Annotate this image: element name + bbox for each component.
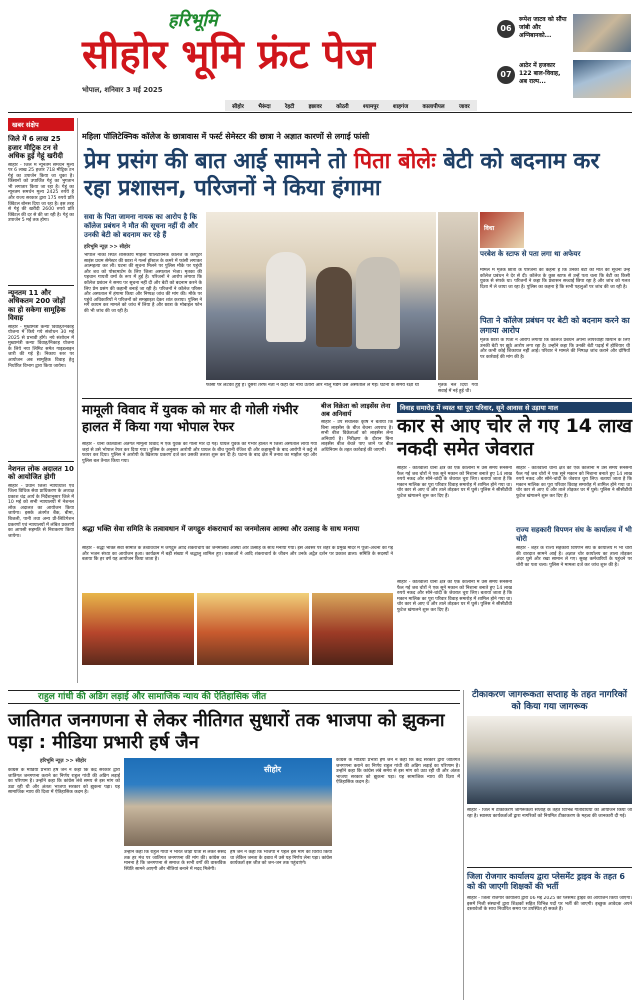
photo-caption: फांसी पर लटकी हुई है। दूसरी तरफ नेता ने कहा की नीचे उतारा और नीलू मैडम उसे अस्पताल ले गई। घटना के समय रक्षा थी [206, 383, 419, 388]
caste-byline: हरिभूमि न्यूज़ >> सीहोर [40, 758, 87, 764]
caste-body-col3: हर्ष जैन ने कहा कि भाजपा ने पहले इस मांग का विरोध किया था लेकिन जनता के दबाव में उसे यह निर्णय लेना पड़ा। कांग्रेस कार्यकर्ता इस जीत को जन-जन तक पहुंचाएंगे। [230, 850, 332, 867]
brief-title: न्यूनतम 11 और अधिकतम 200 जोड़ों का हो सकेगा सामूहिक विवाह [8, 288, 66, 322]
section-divider [467, 867, 632, 868]
masthead [0, 0, 640, 112]
brief-item [8, 465, 74, 634]
right-subhead: परबेश के स्टाफ से पता लगा था अफेयर [480, 250, 581, 258]
city-label: रेहटी [284, 103, 295, 110]
lead-photo [206, 212, 436, 380]
theft-subhead: राज्य सहकारी विपणन संघ के कार्यालय में भी चोरी [516, 526, 632, 543]
employment-body: सीहोर - जिला रोजगार कार्यालय द्वारा 06 मई 2025 को प्लेसमेंट ड्राइव का आयोजन किया जाएगा। इसमें निजी संस्थानों द्वारा शिक्षकों सहित विभिन्न पदों पर भर्ती की जाएगी। इच्छुक आवेदक अपने दस्तावेजों के साथ निर्धारित समय पर उपस्थित हो सकते हैं। [467, 896, 632, 913]
brief-title: जिले में 6 लाख 25 हजार मीट्रिक टन से अधिक हुई गेहूं खरीदी [8, 135, 63, 160]
column-divider [77, 118, 78, 683]
right-body: मामले में मृतक छात्रा के परिजनों का कहना है कि उनकी बेटी की मौत की सूचना उन्हें कॉलेज प्रबंधन ने देर से दी। कॉलेज के कुछ स्टाफ से उन्हें पता चला कि बेटी का किसी युवक से संपर्क था। परिजनों ने कहा कि प्रशासन सच्चाई छिपा रहा है और जांच को गलत दिशा में ले जाया जा रहा है। पुलिस का कहना है कि सभी पहलुओं पर जांच की जा रही है। [480, 268, 630, 290]
lead-headline [84, 148, 630, 202]
teaser-text: आठेर में हजकार 122 बाल-विवाह, अब राल्प... [519, 62, 561, 85]
shraddha-photo-2 [197, 593, 309, 665]
brief-body: सीहोर - मुख्यमंत्री कन्या विवाह/निकाह योजना में किये गये संशोधन 30 मई 2025 से प्रभावी होंगे। नये संशोधन में मुख्यमंत्री कन्या विवाह/निकाह योजना के लिये नया लिमिट समेत गाइडलाइन जारी की गई हैं। निकाय स्तर पर आयोजन अब सामूहिक विवाह हेतु निर्धारित विभाग द्वारा किया जायेगा। [8, 324, 74, 369]
theft-strip: विवाह समारोह में व्यस्त था पूरा परिवार, सूने आवास से उड़ाया माल [397, 402, 632, 413]
theft-body-cont2: सीहोर - कोतवाली थाना क्षेत्र की एक कॉलोनी में उस समय सनसनी फैल गई जब चोरों ने एक सूने मकान को निशाना बनाते हुए 14 लाख रुपये नकद और सोने-चांदी के जेवरात चुरा लिए। बताया जाता है कि मकान मालिक का पूरा परिवार विवाह समारोह में शामिल होने गया था। चोर कार से आए थे और ताले तोड़कर घर में घुसे। पुलिस ने सीसीटीवी फुटेज खंगालने शुरू कर दिए हैं। [397, 580, 512, 613]
city-label: जावर [458, 103, 470, 110]
teaser-text: रूपेश जाटव को सौंपा जांबी और अग्निबानको... [519, 16, 567, 39]
person-shape [316, 267, 352, 347]
vaccination-body: सीहोर - जिले में टीकाकरण जागरूकता सप्ताह के तहत विभिन्न गतिविधियों का आयोजन किया जा रहा है। स्वास्थ्य कार्यकर्ताओं द्वारा नागरिकों को नियमित टीकाकरण के महत्व की जानकारी दी गई। [467, 808, 632, 819]
teaser-photo [573, 60, 631, 98]
brief-item [8, 135, 74, 281]
city-strip [225, 100, 477, 111]
shraddha-body: सीहोर - श्रद्धा भक्ति सेवा समिति के तत्वावधान में जगद्गुरु आदि शंकराचार्य का जनमोत्सव आस्था और उत्साह के साथ मनाया गया। इस अवसर पर शहर के प्रमुख मंदिर में पूजा-अर्चना की गई और भजन संध्या का आयोजन हुआ। कार्यक्रम में बड़ी संख्या में श्रद्धालु शामिल हुए। वक्ताओं ने आदि शंकराचार्य के जीवन और उनके अद्वैत दर्शन पर प्रकाश डाला। समिति के सदस्यों ने बताया कि हर वर्ष यह आयोजन किया जाता है। [82, 546, 393, 563]
city-label: इछावर [308, 103, 322, 110]
city-label: शाहगंज [392, 103, 409, 110]
rahul-strip [8, 690, 460, 704]
caste-body-col4: कांग्रेस के मीडिया प्रभारी हर्ष जैन ने कहा कि केंद्र सरकार द्वारा जातिगत जनगणना कराने का निर्णय राहुल गांधी की अडिग लड़ाई का परिणाम है। उन्होंने कहा कि कांग्रेस लंबे समय से इस मांग को उठा रही थी और अंततः भाजपा सरकार को झुकना पड़ा। यह सामाजिक न्याय की दिशा में ऐतिहासिक कदम है। [336, 758, 460, 786]
brief-item [8, 289, 74, 457]
hostel-photo [480, 212, 524, 248]
brief-body: सीहोर - प्रधान जिला न्यायाधीश एवं जिला विधिक सेवा प्राधिकरण के अध्यक्ष प्रकाश चंद्र आर्य के निर्देशानुसार जिले में 10 मई को सभी न्यायालयों में नेशनल लोक अदालत का आयोजन किया जायेगा। इसके अंतर्गत बैंक, बीमा, बिजली, पानी तथा अन्य प्री-लिटिगेशन प्रकरणों एवं न्यायालयों में लंबित प्रकरणों का आपसी सहमति से निराकरण किया जायेगा। [8, 483, 74, 539]
city-label: श्यामपुर [363, 103, 379, 110]
section-divider [82, 398, 632, 399]
right-subhead: पिता ने कॉलेज प्रबंधन पर बेटी को बदनाम करने का लगाया आरोप [480, 316, 630, 335]
masthead-divider [8, 112, 632, 113]
shraddha-headline: श्रद्धा भक्ति सेवा समिति के तत्वावधान में जगद्गुरु शंकराचार्य का जनमोत्सव आस्था और उत्साह के साथ मनाया [82, 525, 360, 533]
teaser-number: 06 [497, 20, 515, 38]
vaccination-headline: टीकाकरण जागरूकता सप्ताह के तहत नागरिकों को किया गया जागरूक [471, 690, 627, 712]
city-label: भैरूंदा [258, 103, 271, 110]
teaser-photo [573, 14, 631, 52]
seed-license-body: सीहोर - उप संचालक कृषि ने बताया कि बिना लाइसेंस के बीज बेचना अपराध है। सभी बीज विक्रेताओं को लाइसेंस लेना अनिवार्य है। निरीक्षण के दौरान बिना लाइसेंस बीज बेचते पाए जाने पर बीज अधिनियम के तहत कार्रवाई की जाएगी। [321, 420, 393, 453]
theft-body: सीहोर - कोतवाली थाना क्षेत्र की एक कॉलोनी में उस समय सनसनी फैल गई जब चोरों ने एक सूने मकान को निशाना बनाते हुए 14 लाख रुपये नकद और सोने-चांदी के जेवरात चुरा लिए। बताया जाता है कि मकान मालिक का पूरा परिवार विवाह समारोह में शामिल होने गया था। चोर कार से आए थे और ताले तोड़कर घर में घुसे। पुलिस ने सीसीटीवी फुटेज खंगालने शुरू कर दिए हैं। [397, 466, 512, 499]
top-strip: महिला पॉलिटेक्निक कॉलेज के छात्रावास में फर्स्ट सेमेस्टर की छात्रा ने अज्ञात कारणों से लगाई फांसी [82, 132, 370, 141]
person-shape [356, 257, 400, 349]
teaser-2[interactable] [497, 60, 632, 100]
divider [8, 285, 74, 286]
vaccination-box [467, 690, 632, 865]
divider [8, 461, 74, 462]
employment-headline: जिला रोजगार कार्यालय द्वारा प्लेसमेंट ड्राइव के तहत 6 को की जाएगी शिक्षकों की भर्ती [467, 872, 625, 891]
lead-byline: हरिभूमि न्यूज़ >> सीहोर [84, 244, 131, 250]
shooting-body: सीहोर - थाना कोतवाली अंतर्गत मामूली विवाद में एक युवक को गोली मार दी गई। घायल युवक को गंभीर हालत में जिला अस्पताल लाया गया जहां से उसे भोपाल रेफर कर दिया गया। पुलिस के अनुसार आरोपी और घायल के बीच पुरानी रंजिश थी और कहासुनी के बाद आरोपी ने कट्टे से फायर कर दिया। पुलिस ने आरोपी के खिलाफ प्रकरण दर्ज कर उसकी तलाश शुरू कर दी है। घटना के बाद क्षेत्र में तनाव का माहौल रहा और पुलिस बल तैनात किया गया। [82, 442, 317, 464]
photo-label: विधा [484, 225, 495, 232]
news-brief-sidebar [8, 118, 74, 683]
right-body: मृतक छात्रा के पिता ने आरोप लगाया कि कॉलेज प्रबंधन अपनी लापरवाही छिपाने के लिए उनकी बेटी पर झूठे आरोप लगा रहा है। उन्होंने कहा कि उनकी बेटी पढ़ाई में होशियार थी और कभी कोई शिकायत नहीं आई। परिवार ने मामले की निष्पक्ष जांच कराने और दोषियों पर कार्रवाई की मांग की है। [480, 338, 630, 360]
teaser-number: 07 [497, 66, 515, 84]
shooting-headline: मामूली विवाद में युवक को मार दी गोली गंभीर हालत में किया गया भोपाल रेफर [82, 403, 299, 435]
caste-body-col2: उन्होंने कहा कि राहुल गांधी ने भारत जोड़ो यात्रा से लेकर संसद तक हर मंच पर जातिगत जनगणना की मांग की। कांग्रेस का मानना है कि जनगणना से समाज के सभी वर्गों की वास्तविक स्थिति सामने आएगी और नीतियां बनाने में मदद मिलेगी। [124, 850, 226, 872]
strip-text: राहुल गांधी की अडिग लड़ाई और सामाजिक न्याय की ऐतिहासिक जीत [38, 692, 267, 702]
theft-sub-body: सीहोर - शहर के राज्य सहकारी विपणन संघ के कार्यालय में भी चोरी की वारदात सामने आई है। अज्ञात चोर कार्यालय का ताला तोड़कर अंदर घुसे और रखा सामान ले गए। सुबह कर्मचारियों के पहुंचने पर चोरी का पता चला। पुलिस ने मामला दर्ज कर जांच शुरू की है। [516, 546, 632, 568]
shraddha-photo-3 [312, 593, 393, 665]
city-label: सीहोर [232, 103, 244, 110]
page-title: सीहोर भूमि फ्रंट पेज [82, 32, 375, 78]
headline-highlight: पिता बोलेः [353, 149, 436, 174]
shraddha-photo-1 [82, 593, 194, 665]
lead-deck: सवा के पिता जामना नायक का आरोप है कि कॉलेज प्रबंधन ने मौत की सूचना नहीं दी और उनकी बेटी को बदनाम कर रहे हैं [84, 213, 198, 239]
brand-logo: हरिभूमि [168, 10, 218, 31]
theft-headline: कार से आए चोर ले गए 14 लाख नकदी समेत जेवरात [397, 415, 632, 460]
city-label: कोठरी [336, 103, 349, 110]
teaser-1[interactable] [497, 14, 632, 54]
photo-caption: मृतक नेल दिया गया सवाई में नई हुई थी। [438, 383, 478, 394]
lead-body: भोपाल नाका स्थित शासकीय महिला पॉलिटेक्निक कॉलेज के कंप्यूटर साइंस प्रथम सेमेस्टर की छात्रा ने गर्ल्स हॉस्टल के कमरे में फांसी लगाकर आत्महत्या कर ली। घटना की सूचना मिलने पर पुलिस मौके पर पहुंची और शव को पोस्टमार्टम के लिए जिला अस्पताल भेजा। मृतका की पहचान गायत्री वर्मा के रूप में हुई है। परिजनों ने आरोप लगाया कि कॉलेज प्रबंधन ने समय पर सूचना नहीं दी और बेटी को बदनाम करने के लिए प्रेम प्रसंग की कहानी बनाई जा रही है। परिजनों ने कॉलेज परिसर और अस्पताल में हंगामा किया और निष्पक्ष जांच की मांग की। मौके पर पहुंचे अधिकारियों ने परिजनों को समझाइश देकर शांत कराया। पुलिस ने मर्ग कायम कर मामले को जांच में लिया है और छात्रा के मोबाइल फोन की भी जांच की जा रही है। [84, 253, 202, 314]
brief-body: सीहोर - जिले में न्यूनतम समर्थन मूल्य पर 6 लाख 25 हजार 718 मीट्रिक टन गेहूं का उपार्जन किया जा चुका है। किसानों को उपार्जित गेहूं का भुगतान भी लगातार किया जा रहा है। गेहूं का न्यूनतम समर्थन मूल्य 2425 रुपये है और राज्य सरकार द्वारा 175 रुपये प्रति क्विंटल बोनस दिया जा रहा है। इस तरह से गेहूं की खरीदी 2600 रुपये प्रति क्विंटल की दर से की जा रही है। गेहूं का उपार्जन 5 मई तक होगा। [8, 162, 74, 224]
city-label: कालापीपल [422, 103, 445, 110]
column-divider [463, 690, 464, 1000]
theft-body-cont: सीहोर - कोतवाली थाना क्षेत्र की एक कॉलोनी में उस समय सनसनी फैल गई जब चोरों ने एक सूने मकान को निशाना बनाते हुए 14 लाख रुपये नकद और सोने-चांदी के जेवरात चुरा लिए। बताया जाता है कि मकान मालिक का पूरा परिवार विवाह समारोह में शामिल होने गया था। चोर कार से आए थे और ताले तोड़कर घर में घुसे। पुलिस ने सीसीटीवी फुटेज खंगालने शुरू कर दिए हैं। [516, 466, 632, 499]
dateline: भोपाल, शनिवार 3 मई 2025 [82, 86, 163, 94]
caste-photo [124, 758, 332, 846]
lead-photo-secondary [438, 212, 478, 380]
photo-label: सीहोर [264, 765, 282, 774]
brief-title: नेशनल लोक अदालत 10 को आयोजित होगी [8, 464, 74, 481]
caste-body-col1: कांग्रेस के मीडिया प्रभारी हर्ष जैन ने कहा कि केंद्र सरकार द्वारा जातिगत जनगणना कराने का निर्णय राहुल गांधी की अडिग लड़ाई का परिणाम है। उन्होंने कहा कि कांग्रेस लंबे समय से इस मांग को उठा रही थी और अंततः भाजपा सरकार को झुकना पड़ा। यह सामाजिक न्याय की दिशा में ऐतिहासिक कदम है। [8, 768, 120, 796]
caste-headline: जातिगत जनगणना से लेकर नीतिगत सुधारों तक भाजपा को झुकना पड़ा : मीडिया प्रभारी हर्ष जैन [8, 710, 445, 753]
sidebar-header: खबर संक्षेप [8, 118, 74, 131]
person-shape [266, 252, 306, 342]
vaccination-photo [467, 716, 632, 804]
headline-part: बेटी को बदनाम कर रहा प्रशासन, परिजनों ने किया हंगामा [84, 149, 600, 201]
seed-license-title: बीज विक्रेता को लाइसेंस लेना अब अनिवार्य [321, 402, 391, 418]
headline-part: प्रेम प्रसंग की बात आई सामने तो [84, 149, 347, 174]
